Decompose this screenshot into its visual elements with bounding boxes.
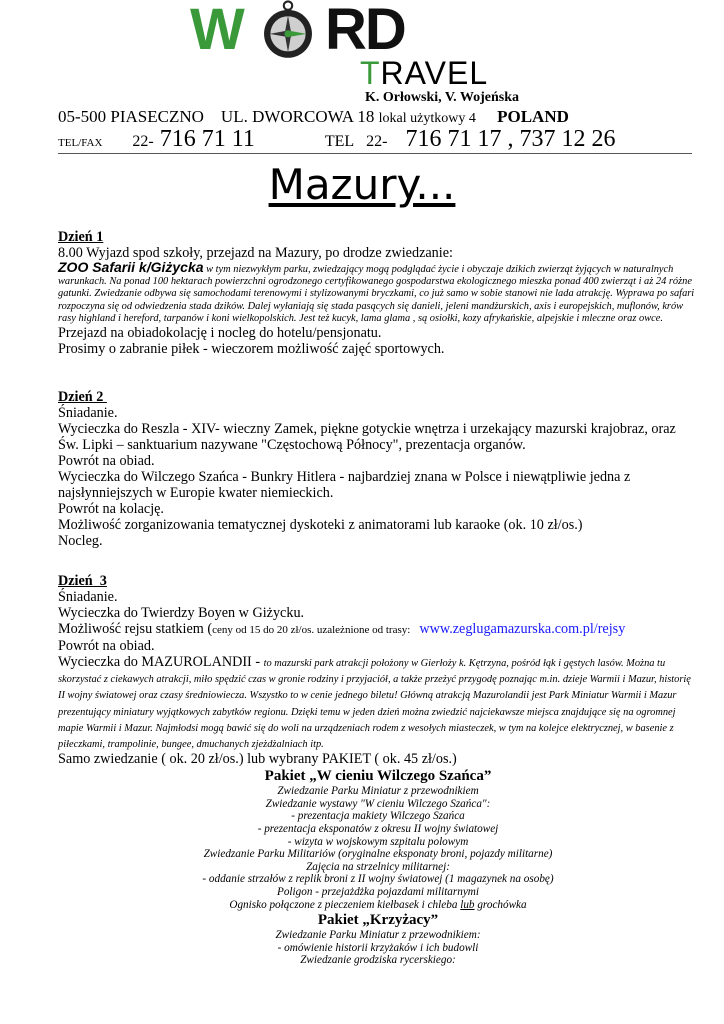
package1-item: - wizyta w wojskowym szpitalu polowym (287, 835, 469, 848)
day2-heading: Dzień 2 (58, 389, 107, 406)
package2-item: Zwiedzanie grodziska rycerskiego: (300, 954, 456, 967)
package1-item: - prezentacja eksponatów z okresu II wojny światowej (257, 823, 499, 836)
package1-item: Zwiedzanie Parku Miniatur z przewodnikiem (277, 785, 479, 798)
item-text: Ognisko połączone z pieczeniem kiełbasek i chleba (229, 898, 461, 911)
owners: K. Orłowski, V. Wojeńska (365, 90, 520, 105)
cruise-prices: ceny od 15 do 20 zł/os. uzależnione od trasy: (212, 624, 416, 637)
zoo-paragraph (58, 261, 698, 325)
day2-line: Powrót na obiad. (58, 453, 155, 470)
item-or: lub (460, 898, 475, 911)
address-street: 05-500 PIASECZNO UL. DWORCOWA 18 (58, 107, 375, 126)
item-text: grochówka (474, 898, 527, 911)
package1-item: Zwiedzanie Parku Militariów (oryginalne eksponaty broni, pojazdy militarne) (203, 848, 553, 861)
mazurolandia-paragraph (58, 654, 698, 751)
logo-letter-w: W (190, 0, 243, 62)
package2-title: Pakiet „Krzyżacy” (317, 912, 439, 929)
telfax-number: 716 71 11 (159, 126, 255, 152)
cruise-link[interactable]: www.zeglugamazurska.com.pl/rejsy (419, 621, 626, 638)
package1-item: - prezentacja makiety Wilczego Szańca (291, 810, 465, 823)
tel-label: TEL (324, 133, 355, 150)
address (58, 107, 569, 128)
package1-item: Zwiedzanie wystawy "W cieniu Wilczego Szańca": (265, 797, 491, 810)
package2-item: Zwiedzanie Parku Miniatur z przewodnikiem: (275, 929, 481, 942)
price-line: Samo zwiedzanie ( ok. 20 zł/os.) lub wybrany PAKIET ( ok. 45 zł/os.) (58, 751, 457, 768)
address-country: POLAND (497, 107, 569, 126)
package1-item: - oddanie strzałów z replik broni z II wojny światowej (1 magazynek na osobę) (202, 873, 554, 886)
logo-letters-rd: RD (325, 0, 405, 62)
day1-heading: Dzień 1 (58, 229, 104, 245)
mazurolandia-title: Wycieczka do MAZUROLANDII - (58, 654, 264, 671)
logo-travel-rest: RAVEL (380, 55, 489, 91)
day2-line: Wycieczka do Wilczego Szańca - Bunkry Hitlera - najbardziej znana w Polsce i niewątpliwie jedna z najsłynniejszych w Europie kwater niemieckich. (58, 469, 631, 502)
day2-line: Śniadanie. (58, 405, 118, 422)
mazurolandia-description: to mazurski park atrakcji położony w Gierłoży k. Kętrzyna, pośród łąk i gęstych lasów. Można tu skorzystać z ciekawych atrakcji, miło spędzić czas w gronie rodziny i przyjaciół, a także przeżyć przygodę poznając m.in. dzieje Warmii i Mazur, historię II wojny światowej oraz czasy średniowiecza. Wszystko to w cenie jednego biletu! Główną atrakcją Mazurolandii jest Park Miniatur Warmii i Mazur prezentujący miniatury wyjątkowych zabytków regionu. Dzięki temu w jeden dzień można zwiedzić najciekawsze miejsca znajdujące się na ogromnej mapie Warmii i Mazur. Najmłodsi mogą bawić się do woli na urządzeniach rodem z wesołych miasteczek, w tym na kolejce elektrycznej, w basenie z piłeczkami, trampolinie, bungee, dmuchanych zjeżdżalniach itp. (58, 658, 691, 751)
logo-travel (360, 55, 489, 91)
package1-item: Poligon - przejażdżka pojazdami militarnymi (277, 885, 479, 898)
package2-item: - omówienie historii krzyżaków i ich budowli (277, 941, 479, 954)
day3-line: Powrót na obiad. (58, 638, 155, 655)
package1-title: Pakiet „W cieniu Wilczego Szańca” (264, 768, 492, 785)
day2-line: Nocleg. (58, 533, 103, 550)
address-unit: lokal użytkowy 4 (378, 111, 476, 126)
compass-icon (248, 0, 328, 62)
package1-item (58, 899, 698, 912)
day1-line: Przejazd na obiadokolację i nocleg do hotelu/pensjonatu. (58, 325, 382, 342)
day2-line: Wycieczka do Reszla - XIV- wieczny Zamek, piękne gotyckie wnętrza i urzekający mazurski krajobraz, oraz Św. Lipki – sanktuarium nazywane "Częstochową Północy", prezentacja organów. (58, 421, 676, 454)
telfax-label: TEL/FAX (58, 137, 103, 149)
word-travel-logo (190, 0, 570, 90)
tel-numbers: 716 71 17 , 737 12 26 (405, 126, 616, 152)
page-title: Mazury... (268, 160, 456, 209)
cruise-text: Możliwość rejsu statkiem ( (58, 621, 213, 638)
zoo-description: w tym niezwykłym parku, zwiedzający mogą podglądać życie i obyczaje dzikich zwierząt żyjących w naturalnych warunkach. Na ponad 100 hektarach powierzchni ogrodzonego certyfikowanego gospodarstwa ekologicznego mieszka ponad 400 zwierząt i aż 24 różne gatunki. Zwiedzanie odbywa się samochodami terenowymi i stylizowanymi bryczkami, co już samo w sobie stanowi nie lada atrakcję. Wyprawa po safari rozpoczyna się od odwiedzenia stada dzików. Dalej wyłaniają się stada pasących się danieli, jeleni mandżurskich, axis i europejskich, muflonów, krów rasy highland i hereford, tarpanów i koni wielkopolskich. Jest też kucyk, lama glama , są osiołki, kozy afrykańskie, alpejskie i mleczne oraz owce. (58, 264, 695, 324)
logo-letter-t: T (360, 55, 381, 91)
day1-line: Prosimy o zabranie piłek - wieczorem możliwość zajęć sportowych. (58, 341, 445, 358)
zoo-name: ZOO Safarii k/Giżycka (58, 259, 204, 275)
package1-item: Zajęcia na strzelnicy militarnej: (306, 860, 450, 873)
phone-line (58, 127, 616, 155)
day2-line: Możliwość zorganizowania tematycznej dyskoteki z animatorami lub karaoke (ok. 10 zł/os.) (58, 517, 583, 534)
day2-line: Powrót na kolację. (58, 501, 164, 518)
day3-line: Wycieczka do Twierdzy Boyen w Giżycku. (58, 605, 305, 622)
telfax-prefix: 22- (132, 133, 154, 150)
day1-line: 8.00 Wyjazd spod szkoły, przejazd na Mazury, po drodze zwiedzanie: (58, 245, 453, 261)
tel-prefix: 22- (366, 133, 388, 150)
header-divider (58, 153, 692, 154)
day3-heading: Dzień 3 (58, 573, 107, 590)
cruise-line (58, 621, 698, 638)
itinerary (58, 229, 698, 967)
day3-line: Śniadanie. (58, 589, 118, 606)
